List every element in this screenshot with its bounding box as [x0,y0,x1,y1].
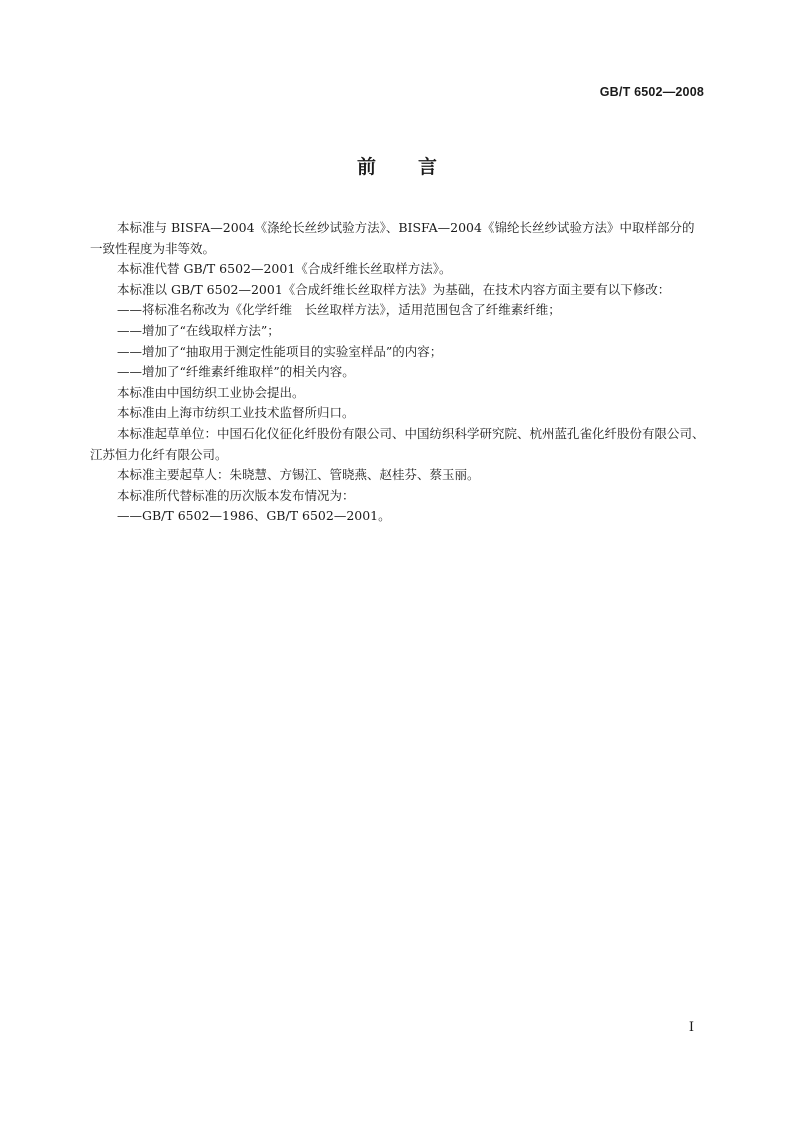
paragraph-changes-intro: 本标准以 GB/T 6502—2001《合成纤维长丝取样方法》为基础，在技术内容方面主要有以下修改： [117,281,671,297]
paragraph-drafters: 本标准主要起草人：朱晓慧、方锡江、管晓燕、赵桂芬、蔡玉丽。 [117,467,480,483]
paragraph-equivalence: 本标准与 BISFA—2004《涤纶长丝纱试验方法》、BISFA—2004《锦纶长丝纱试验方法》中取样部分的一致性程度为非等效。 [90,220,695,256]
history-item: ——GB/T 6502—1986、GB/T 6502—2001。 [117,508,391,524]
paragraph-proposed-by: 本标准由中国纺织工业协会提出。 [117,384,305,400]
change-item: ——将标准名称改为《化学纤维 长丝取样方法》，适用范围包含了纤维素纤维； [117,302,561,318]
title-char-2: 言 [418,156,438,178]
paragraph-drafting-units: 本标准起草单位：中国石化仪征化纤股份有限公司、中国纺织科学研究院、杭州蓝孔雀化纤股份有限公司、江苏恒力化纤有限公司。 [90,425,705,462]
standard-code: GB/T 6502—2008 [599,85,704,99]
change-item: ——增加了“抽取用于测定性能项目的实验室样品”的内容； [117,343,443,359]
page-number: I [688,1020,694,1035]
title-char-1: 前 [356,156,376,178]
page-title [0,152,794,179]
foreword-body [90,218,706,527]
paragraph-history-intro: 本标准所代替标准的历次版本发布情况为： [117,487,355,503]
change-item: ——增加了“在线取样方法”； [117,322,280,338]
paragraph-replaces: 本标准代替 GB/T 6502—2001《合成纤维长丝取样方法》。 [117,261,452,277]
paragraph-administered-by: 本标准由上海市纺织工业技术监督所归口。 [117,405,355,421]
change-item: ——增加了“纤维素纤维取样”的相关内容。 [117,364,355,380]
